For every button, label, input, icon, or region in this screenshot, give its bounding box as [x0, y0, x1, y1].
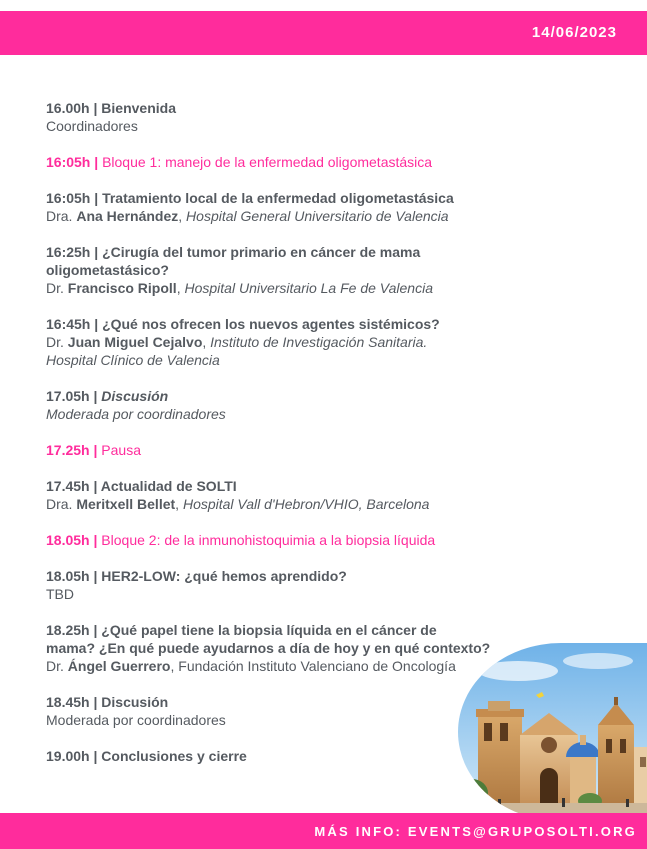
agenda-item — [46, 387, 526, 423]
agenda-item-subtitle: Coordinadores — [46, 118, 138, 134]
agenda-item — [46, 99, 526, 135]
agenda-item-title: 16:05h | Bloque 1: manejo de la enfermedad oligometastásica — [46, 154, 433, 170]
agenda-item — [46, 243, 526, 297]
agenda-item-title: 18.25h | ¿Qué papel tiene la biopsia líquida en el cáncer de — [46, 622, 437, 638]
contact-info: MÁS INFO: EVENTS@GRUPOSOLTI.ORG — [314, 824, 637, 839]
agenda-item — [46, 567, 526, 603]
agenda-block-heading — [46, 531, 526, 549]
valencia-cathedral-photo — [458, 643, 647, 821]
agenda-item-title: 17.45h | Actualidad de SOLTI — [46, 478, 237, 494]
agenda-block-heading — [46, 153, 526, 171]
agenda-item-subtitle: Moderada por coordinadores — [46, 406, 226, 422]
agenda-item — [46, 189, 526, 225]
agenda-item-title: 16:25h | ¿Cirugía del tumor primario en cáncer de mama — [46, 244, 421, 260]
agenda-item — [46, 621, 526, 675]
header-bar — [0, 11, 647, 55]
agenda-item-speaker: Dra. Ana Hernández, Hospital General Universitario de Valencia — [46, 208, 449, 224]
agenda-item-title: 18.05h | Bloque 2: de la inmunohistoquimia a la biopsia líquida — [46, 532, 436, 548]
agenda-item-title: 18.05h | HER2-LOW: ¿qué hemos aprendido? — [46, 568, 347, 584]
agenda-item-title: 19.00h | Conclusiones y cierre — [46, 748, 247, 764]
agenda-item-subtitle: Moderada por coordinadores — [46, 712, 226, 728]
agenda-item-title: 16.00h | Bienvenida — [46, 100, 176, 116]
agenda-item-title: 17.25h | Pausa — [46, 442, 141, 458]
program-list — [46, 99, 526, 783]
agenda-item-title: 16:05h | Tratamiento local de la enfermedad oligometastásica — [46, 190, 454, 206]
agenda-item-affiliation-cont: Hospital Clínico de Valencia — [46, 352, 220, 368]
agenda-item-subtitle: TBD — [46, 586, 74, 602]
event-date: 14/06/2023 — [531, 24, 617, 41]
agenda-item-speaker: Dr. Juan Miguel Cejalvo, Instituto de Investigación Sanitaria. — [46, 334, 428, 350]
agenda-item — [46, 477, 526, 513]
agenda-item-speaker: Dr. Ángel Guerrero, Fundación Instituto Valenciano de Oncología — [46, 658, 456, 674]
agenda-block-heading — [46, 441, 526, 459]
agenda-item-speaker: Dra. Meritxell Bellet, Hospital Vall d'Hebron/VHIO, Barcelona — [46, 496, 430, 512]
footer-bar — [0, 813, 647, 849]
agenda-item-title: 17.05h | Discusión — [46, 388, 169, 404]
agenda-item-title-cont: mama? ¿En qué puede ayudarnos a día de hoy y en qué contexto? — [46, 640, 491, 656]
agenda-item — [46, 693, 526, 729]
agenda-item — [46, 747, 526, 765]
agenda-item — [46, 315, 526, 369]
agenda-item-speaker: Dr. Francisco Ripoll, Hospital Universitario La Fe de Valencia — [46, 280, 433, 296]
agenda-item-title: 16:45h | ¿Qué nos ofrecen los nuevos agentes sistémicos? — [46, 316, 440, 332]
agenda-item-title: 18.45h | Discusión — [46, 694, 169, 710]
agenda-item-title-cont: oligometastásico? — [46, 262, 169, 278]
